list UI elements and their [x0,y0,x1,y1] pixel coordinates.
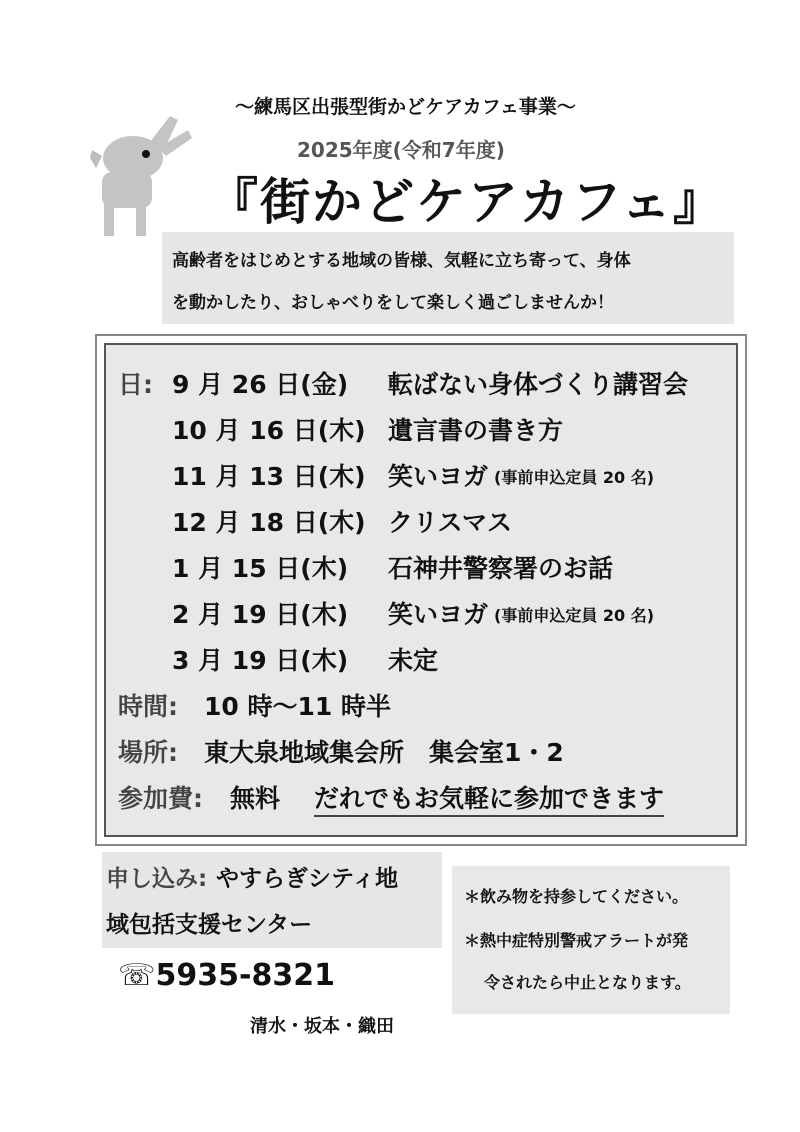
apply-line-1: やすらぎシティ地 [216,866,399,892]
schedule-topic-1: 転ばない身体づくり講習会 [388,370,689,399]
apply-line-2: 域包括支援センター [106,912,313,938]
phone-number: 5935-8321 [155,958,335,993]
notice-line-3: 令されたら中止となります。 [484,973,691,992]
place-value: 東大泉地域集会所 集会室1・2 [204,738,564,767]
deer-mascot-icon [88,110,198,240]
schedule-date-3: 11 月 13 日(木) [172,462,366,491]
fee-note: だれでもお気軽に参加できます [314,779,664,817]
event-subtitle: 〜練馬区出張型街かどケアカフェ事業〜 [235,96,576,118]
schedule-date-2: 10 月 16 日(木) [172,416,366,445]
schedule-date-7: 3 月 19 日(木) [172,646,349,675]
schedule-note-6: (事前申込定員 20 名) [494,606,655,625]
time-label: 時間: [118,692,178,721]
schedule-note-3: (事前申込定員 20 名) [494,468,655,487]
schedule-topic-6: 笑いヨガ [388,600,489,629]
schedule-topic-2: 遺言書の書き方 [388,416,564,445]
schedule-topic-3: 笑いヨガ [388,462,489,491]
staff-names: 清水・坂本・織田 [250,1016,394,1037]
intro-box [162,232,734,324]
notice-box [452,866,730,1014]
fiscal-year: 2025年度(令和7年度) [297,138,505,162]
page-title: 『街かどケアカフェ』 [208,173,725,231]
intro-line-2: を動かしたり、おしゃべりをして楽しく過ごしませんか！ [172,293,614,313]
schedule-topic-7: 未定 [388,646,439,675]
apply-box [102,852,442,948]
date-label: 日: [118,370,153,399]
notice-line-1: ＊飲み物を持参してください。 [464,887,689,906]
intro-line-1: 高齢者をはじめとする地域の皆様、気軽に立ち寄って、身体 [172,251,631,271]
schedule-date-6: 2 月 19 日(木) [172,600,349,629]
schedule-box [104,343,738,837]
time-value: 10 時〜11 時半 [204,692,391,721]
schedule-date-1: 9 月 26 日(金) [172,370,349,399]
apply-label: 申し込み: [106,866,208,892]
fee-value: 無料 [230,784,281,813]
phone-number-row [118,958,335,993]
schedule-date-5: 1 月 15 日(木) [172,554,349,583]
place-label: 場所: [118,738,178,767]
schedule-topic-4: クリスマス [388,508,513,537]
fee-label: 参加費: [118,784,203,813]
notice-line-2: ＊熱中症特別警戒アラートが発 [464,931,689,950]
schedule-topic-5: 石神井警察署のお話 [388,554,614,583]
schedule-date-4: 12 月 18 日(木) [172,508,366,537]
phone-icon: ☏ [118,958,156,993]
